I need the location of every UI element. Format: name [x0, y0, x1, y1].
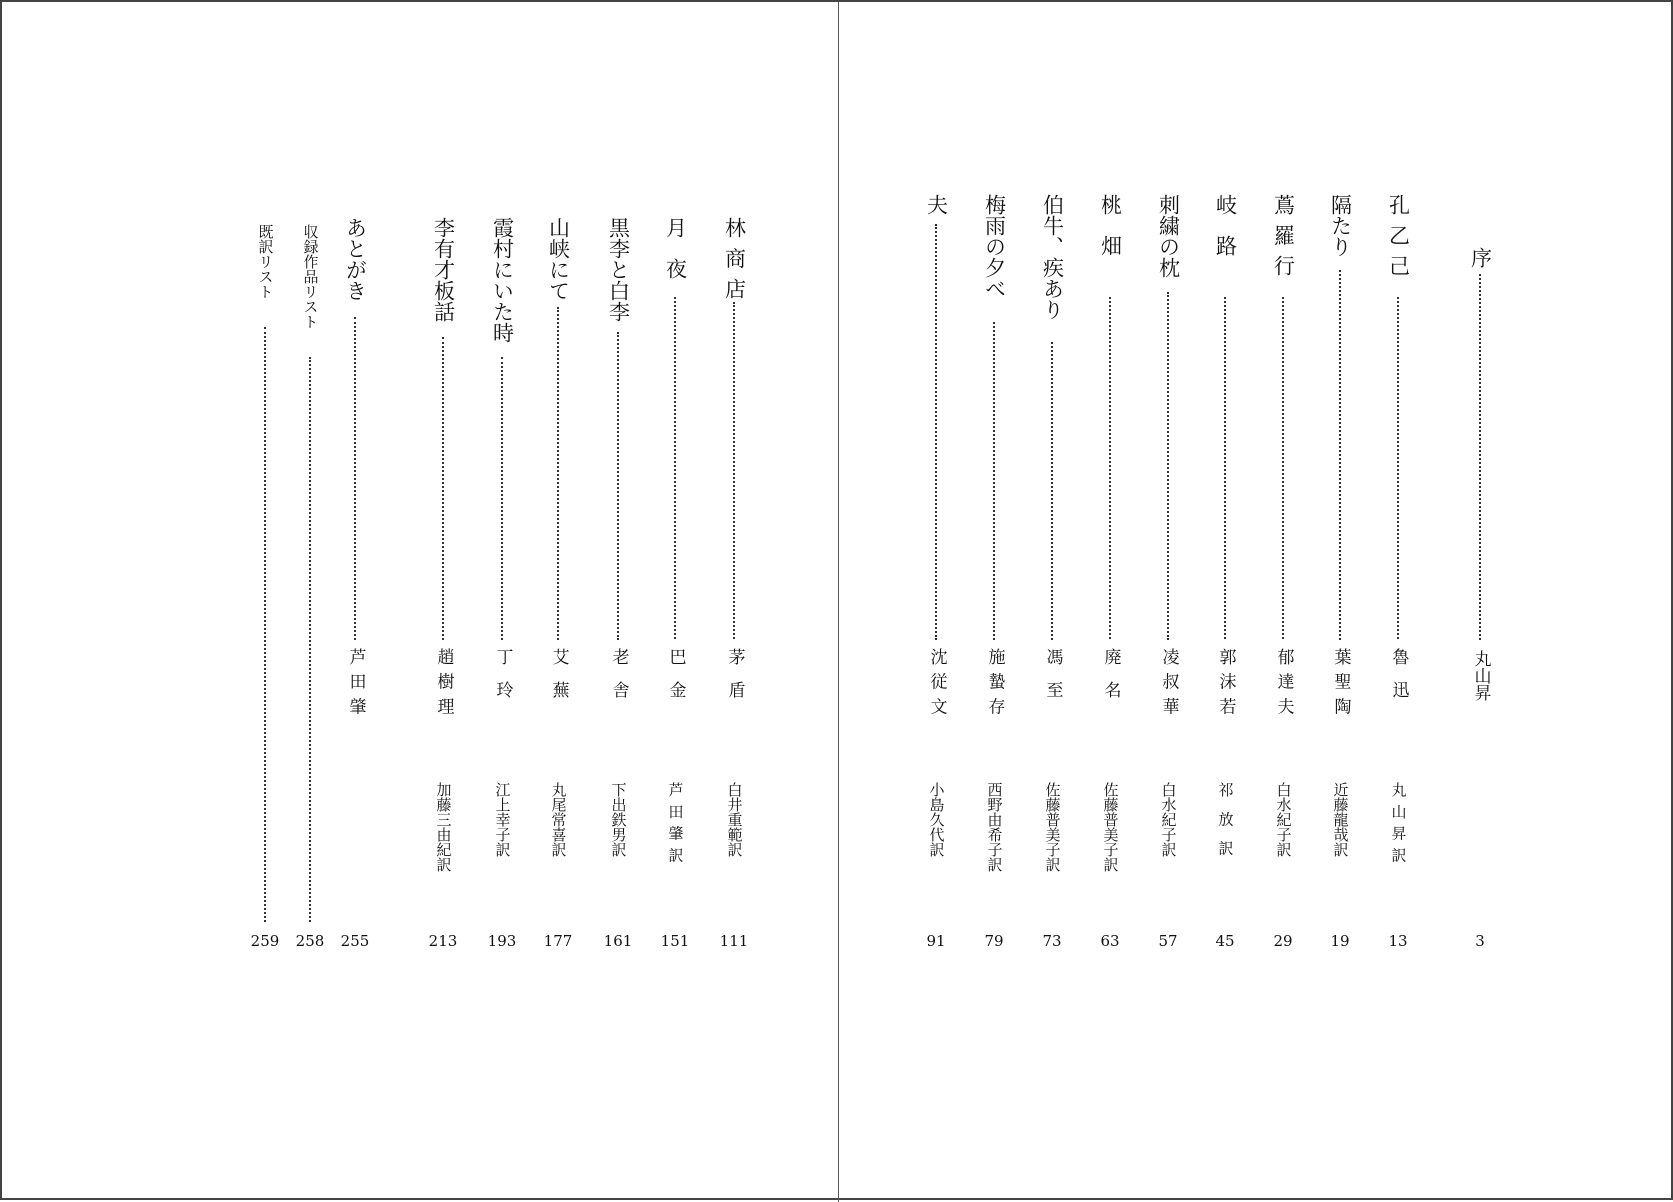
- entry-author: 巴金: [665, 648, 686, 715]
- entry-author: 茅盾: [724, 648, 745, 715]
- entry-author: 廃名: [1100, 648, 1121, 715]
- dot-leader: [1167, 292, 1169, 640]
- toc-entry-6: [1080, 2, 1140, 1202]
- toc-translations-list: [235, 2, 295, 1202]
- page-gutter: [838, 2, 839, 1202]
- entry-title: あとがき: [343, 217, 368, 301]
- toc-entry-5: [1138, 2, 1198, 1202]
- dot-leader: [501, 357, 503, 640]
- toc-entry-4: [1195, 2, 1255, 1202]
- entry-author: 艾蕪: [548, 648, 569, 715]
- entry-translator: 江上幸子訳: [493, 782, 512, 857]
- entry-author: 趙樹理: [433, 648, 454, 722]
- entry-author: 葉聖陶: [1330, 648, 1351, 722]
- page-number: 45: [1215, 932, 1235, 950]
- dot-leader: [1339, 270, 1341, 640]
- page-number: 29: [1273, 932, 1293, 950]
- entry-translator: 近藤龍哉訳: [1331, 782, 1350, 857]
- entry-title: 序: [1468, 247, 1493, 268]
- toc-entry-8: [964, 2, 1024, 1202]
- page-number: 193: [487, 932, 517, 950]
- entry-translator: 白水紀子訳: [1159, 782, 1178, 857]
- page-number: 213: [428, 932, 458, 950]
- entry-author: 施蟄存: [984, 648, 1005, 722]
- entry-title: 刺繍の枕: [1156, 194, 1181, 278]
- dot-leader: [1109, 297, 1111, 639]
- entry-title: 梅雨の夕べ: [982, 194, 1007, 299]
- dot-leader: [1224, 297, 1226, 639]
- entry-author: 沈従文: [926, 648, 947, 722]
- entry-title: 黒李と白李: [606, 217, 631, 322]
- entry-title: 李有才板話: [431, 217, 456, 322]
- entry-translator: 佐藤普美子訳: [1043, 782, 1062, 872]
- entry-title: 孔乙己: [1386, 194, 1411, 286]
- toc-entry-7: [1022, 2, 1082, 1202]
- dot-leader: [442, 337, 444, 640]
- dot-leader: [674, 297, 676, 639]
- page-number: 255: [340, 932, 370, 950]
- entry-title: 夫: [924, 194, 949, 215]
- entry-title: 収録作品リスト: [301, 224, 320, 329]
- page-number: 79: [984, 932, 1004, 950]
- dot-leader: [1282, 297, 1284, 639]
- entry-title: 桃畑: [1098, 194, 1123, 276]
- page-number: 19: [1330, 932, 1350, 950]
- dot-leader: [1479, 274, 1481, 640]
- entry-author: 郭沫若: [1215, 648, 1236, 722]
- dot-leader: [733, 302, 735, 639]
- dot-leader: [617, 332, 619, 640]
- toc-entry-1: [1368, 2, 1428, 1202]
- toc-entry-2: [1310, 2, 1370, 1202]
- toc-entry-10: [704, 2, 764, 1202]
- entry-translator: 加藤三由紀訳: [434, 782, 453, 872]
- entry-title: 既訳リスト: [256, 224, 275, 299]
- dot-leader: [1397, 297, 1399, 639]
- entry-author: 老舎: [608, 648, 629, 715]
- entry-title: 岐路: [1213, 194, 1238, 276]
- page-number: 111: [719, 932, 749, 950]
- toc-entry-13: [528, 2, 588, 1202]
- entry-author: 魯迅: [1388, 648, 1409, 715]
- toc-entry-11: [645, 2, 705, 1202]
- dot-leader: [1051, 342, 1053, 640]
- entry-translator: 佐藤普美子訳: [1101, 782, 1120, 872]
- entry-translator: 小島久代訳: [927, 782, 946, 857]
- toc-entry-15: [413, 2, 473, 1202]
- entry-translator: 下出鉄男訳: [609, 782, 628, 857]
- entry-title: 伯牛、疾あり: [1040, 194, 1065, 320]
- entry-author: 凌叔華: [1158, 648, 1179, 722]
- entry-title: 隔たり: [1328, 194, 1353, 257]
- entry-translator: 西野由希子訳: [985, 782, 1004, 872]
- page-number: 151: [660, 932, 690, 950]
- page-number: 3: [1475, 932, 1485, 950]
- dot-leader: [935, 224, 937, 640]
- page-number: 73: [1042, 932, 1062, 950]
- entry-title: 林商店: [722, 217, 747, 309]
- entry-translator: 白水紀子訳: [1274, 782, 1293, 857]
- dot-leader: [993, 322, 995, 640]
- entry-translator: 丸山昇訳: [1389, 782, 1408, 869]
- entry-title: 霞村にいた時: [490, 217, 515, 343]
- entry-translator: 祁放訳: [1216, 782, 1235, 870]
- entry-author: 郁達夫: [1273, 648, 1294, 722]
- entry-title: 山峡にて: [546, 217, 571, 301]
- page-number: 259: [250, 932, 280, 950]
- entry-translator: 白井重範訳: [725, 782, 744, 857]
- dot-leader: [309, 357, 311, 922]
- entry-author: 丸山昇: [1470, 650, 1491, 701]
- dot-leader: [354, 317, 356, 640]
- toc-entry-12: [588, 2, 648, 1202]
- entry-translator: 芦田肇訳: [666, 782, 685, 869]
- page-number: 57: [1158, 932, 1178, 950]
- page-number: 13: [1388, 932, 1408, 950]
- toc-entry-14: [472, 2, 532, 1202]
- page-number: 258: [295, 932, 325, 950]
- page-number: 161: [603, 932, 633, 950]
- page-number: 177: [543, 932, 573, 950]
- entry-title: 月夜: [663, 217, 688, 299]
- entry-title: 蔦羅行: [1271, 194, 1296, 286]
- page-number: 91: [926, 932, 946, 950]
- dot-leader: [557, 307, 559, 640]
- entry-author: 丁玲: [492, 648, 513, 715]
- dot-leader: [264, 327, 266, 922]
- toc-entry-9: [906, 2, 966, 1202]
- entry-author: 芦田肇: [345, 648, 366, 722]
- entry-translator: 丸尾常喜訳: [549, 782, 568, 857]
- toc-entry-3: [1253, 2, 1313, 1202]
- toc-preface: [1450, 2, 1510, 1202]
- page-number: 63: [1100, 932, 1120, 950]
- entry-author: 馮至: [1042, 648, 1063, 715]
